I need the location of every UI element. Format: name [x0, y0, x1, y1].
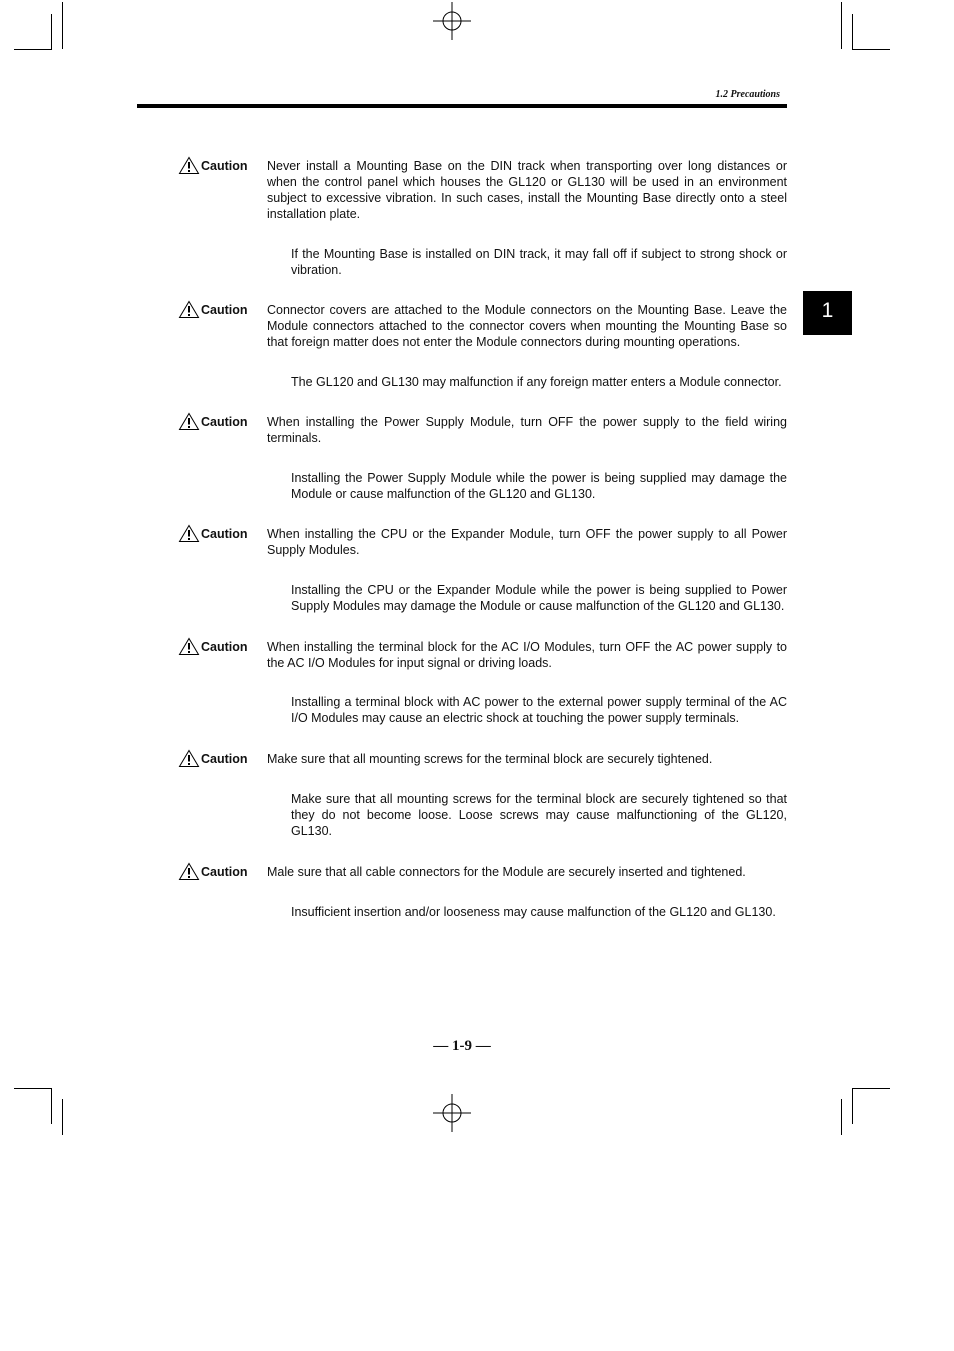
caution-statement: Never install a Mounting Base on the DIN track when transporting over long distances or when the control panel which houses the GL120 or GL130 will be used in an environment subject to excessive vibration. In such cases, install the Mounting Base directly onto a steel installation plate. — [267, 159, 787, 221]
caution-statement: When installing the terminal block for the AC I/O Modules, turn OFF the AC power supply to the AC I/O Modules for input signal or driving loads. — [267, 640, 787, 670]
caution-text: Caution — [201, 752, 248, 766]
registration-mark-icon — [433, 1094, 471, 1132]
crop-mark — [841, 1099, 842, 1135]
caution-text: Caution — [201, 159, 248, 173]
caution-consequence: If the Mounting Base is installed on DIN track, it may fall off if subject to strong shock or vibration. — [291, 247, 787, 277]
warning-triangle-icon — [178, 862, 200, 881]
caution-text: Caution — [201, 865, 248, 879]
warning-triangle-icon — [178, 156, 200, 175]
header-rule — [137, 104, 787, 108]
caution-text: Caution — [201, 527, 248, 541]
caution-label — [178, 751, 258, 771]
warning-triangle-icon — [178, 300, 200, 319]
warning-triangle-icon — [178, 524, 200, 543]
caution-statement: When installing the Power Supply Module, turn OFF the power supply to the field wiring terminals. — [267, 415, 787, 445]
crop-mark — [62, 1099, 63, 1135]
crop-mark — [852, 1088, 890, 1089]
warning-triangle-icon — [178, 412, 200, 431]
caution-label — [178, 639, 258, 659]
warning-triangle-icon — [178, 637, 200, 656]
crop-mark — [14, 49, 51, 50]
caution-text: Caution — [201, 303, 248, 317]
crop-mark — [852, 1088, 853, 1124]
registration-mark-icon — [433, 2, 471, 40]
caution-statement: When installing the CPU or the Expander Module, turn OFF the power supply to all Power Supply Modules. — [267, 527, 787, 557]
caution-consequence: The GL120 and GL130 may malfunction if any foreign matter enters a Module connector. — [291, 375, 782, 389]
crop-mark — [62, 2, 63, 49]
crop-mark — [852, 14, 853, 50]
caution-label — [178, 414, 258, 434]
caution-consequence: Installing the Power Supply Module while the power is being supplied may damage the Module or cause malfunction of the GL120 and GL130. — [291, 471, 787, 501]
caution-label — [178, 158, 258, 178]
caution-consequence: Installing the CPU or the Expander Module while the power is being supplied to Power Supply Modules may damage the Module or cause malfunction of the GL120 and GL130. — [291, 583, 787, 613]
crop-mark — [841, 2, 842, 49]
caution-text: Caution — [201, 415, 248, 429]
caution-consequence: Insufficient insertion and/or looseness may cause malfunction of the GL120 and GL130. — [291, 905, 776, 919]
caution-label — [178, 526, 258, 546]
crop-mark — [51, 14, 52, 50]
crop-mark — [51, 1088, 52, 1124]
caution-consequence: Installing a terminal block with AC power to the external power supply terminal of the AC I/O Modules may cause an electric shock at touching the power supply terminals. — [291, 695, 787, 725]
caution-statement: Connector covers are attached to the Module connectors on the Mounting Base. Leave the Module connectors attached to the connector covers when mounting the Mounting Base so that foreign matter does not enter the Module connectors during mounting operations. — [267, 303, 787, 349]
caution-statement: Male sure that all cable connectors for the Module are securely inserted and tightened. — [267, 865, 746, 879]
page-number: — 1-9 — — [433, 1038, 491, 1054]
caution-label — [178, 864, 258, 884]
caution-label — [178, 302, 258, 322]
caution-statement: Make sure that all mounting screws for the terminal block are securely tightened. — [267, 752, 713, 766]
caution-consequence: Make sure that all mounting screws for the terminal block are securely tightened so that they do not become loose. Loose screws may cause malfunctioning of the GL120, GL130. — [291, 792, 787, 838]
caution-text: Caution — [201, 640, 248, 654]
warning-triangle-icon — [178, 749, 200, 768]
section-title: 1.2 Precautions — [715, 89, 780, 100]
crop-mark — [852, 49, 890, 50]
chapter-tab: 1 — [803, 291, 852, 335]
crop-mark — [14, 1088, 51, 1089]
